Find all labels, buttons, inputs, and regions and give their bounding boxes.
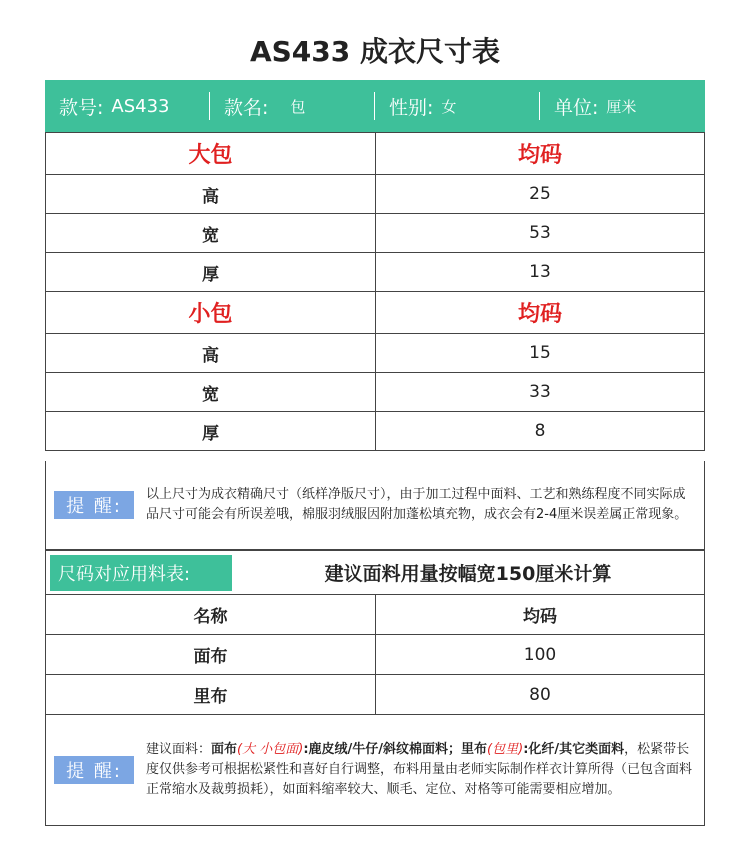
row-label: 宽 — [46, 214, 376, 253]
page-title: AS433 成衣尺寸表 — [249, 35, 501, 68]
fabric-header — [45, 550, 705, 594]
table-row — [46, 175, 705, 214]
table-row — [46, 373, 705, 412]
table-row — [46, 412, 705, 451]
fabric-row-value: 80 — [376, 675, 705, 715]
row-label: 宽 — [46, 373, 376, 412]
fabric-column-header-row — [46, 595, 705, 635]
table-row — [46, 253, 705, 292]
table-row — [46, 675, 705, 715]
fabric-row-label: 里布 — [46, 675, 376, 715]
row-value: 15 — [376, 334, 705, 373]
small-bag-name: 小包 — [46, 292, 376, 334]
fabric-col-size: 均码 — [376, 595, 705, 635]
style-name-cell — [210, 80, 375, 132]
fabric-row-label: 面布 — [46, 635, 376, 675]
row-label: 厚 — [46, 412, 376, 451]
style-name-value: 包 — [290, 97, 306, 116]
table-row — [46, 214, 705, 253]
unit-value: 厘米 — [606, 97, 637, 116]
table-row — [46, 334, 705, 373]
reminder2-part: 里布 — [461, 741, 488, 757]
style-no-value: AS433 — [111, 95, 170, 117]
header-bar — [45, 80, 705, 132]
row-value: 8 — [376, 412, 705, 451]
row-value: 33 — [376, 373, 705, 412]
row-label: 高 — [46, 175, 376, 214]
reminder-text-1: 以上尺寸为成衣精确尺寸（纸样净版尺寸），由于加工过程中面料、工艺和熟练程度不同实际成品尺寸可能会有所误差哦，棉服羽绒服因附加蓬松填充物，成衣会有2-4厘米误差属正常现象。 — [146, 487, 688, 522]
reminder-box-2 — [45, 714, 705, 826]
fabric-badge: 尺码对应用料表: — [50, 555, 232, 591]
reminder-box-1 — [45, 461, 705, 550]
small-bag-size: 均码 — [376, 292, 705, 334]
reminder2-part: :化纤/其它类面料 — [523, 741, 625, 757]
row-value: 25 — [376, 175, 705, 214]
fabric-title: 建议面料用量按幅宽150厘米计算 — [324, 563, 612, 585]
gender-label: 性别: — [389, 96, 434, 119]
reminder2-part: (包里) — [487, 741, 524, 757]
row-label: 厚 — [46, 253, 376, 292]
gender-value: 女 — [441, 97, 457, 116]
large-bag-size: 均码 — [376, 133, 705, 175]
style-no-label: 款号: — [59, 96, 104, 119]
reminder2-part: 面布 — [211, 741, 238, 757]
reminder-badge-1: 提 醒: — [54, 491, 134, 519]
reminder2-part: (大 小包面) — [237, 741, 304, 757]
large-bag-header-row — [46, 133, 705, 175]
reminder-badge-2: 提 醒: — [54, 756, 134, 784]
reminder-text-2 — [146, 740, 704, 800]
row-value: 13 — [376, 253, 705, 292]
reminder2-part: 建议面料： — [146, 741, 212, 757]
reminder2-part: ，松紧带长度仅供参考可根据松紧性和喜好自行调整，布料用量由老师实际制作样衣计算所得（已包含面料正常缩水及裁剪损耗），如面料缩率较大、顺毛、定位、对格等可能需要相应增加。 — [146, 741, 693, 797]
unit-cell — [540, 80, 705, 132]
fabric-col-name: 名称 — [46, 595, 376, 635]
reminder2-part: :鹿皮绒/牛仔/斜纹棉面料； — [303, 741, 462, 757]
table-row — [46, 635, 705, 675]
small-bag-header-row — [46, 292, 705, 334]
row-value: 53 — [376, 214, 705, 253]
style-no-cell — [45, 80, 210, 132]
unit-label: 单位: — [554, 96, 599, 119]
style-name-label: 款名: — [224, 96, 269, 119]
fabric-row-value: 100 — [376, 635, 705, 675]
large-bag-name: 大包 — [46, 133, 376, 175]
size-table — [45, 132, 705, 451]
row-label: 高 — [46, 334, 376, 373]
gender-cell — [375, 80, 540, 132]
fabric-table — [45, 594, 705, 715]
